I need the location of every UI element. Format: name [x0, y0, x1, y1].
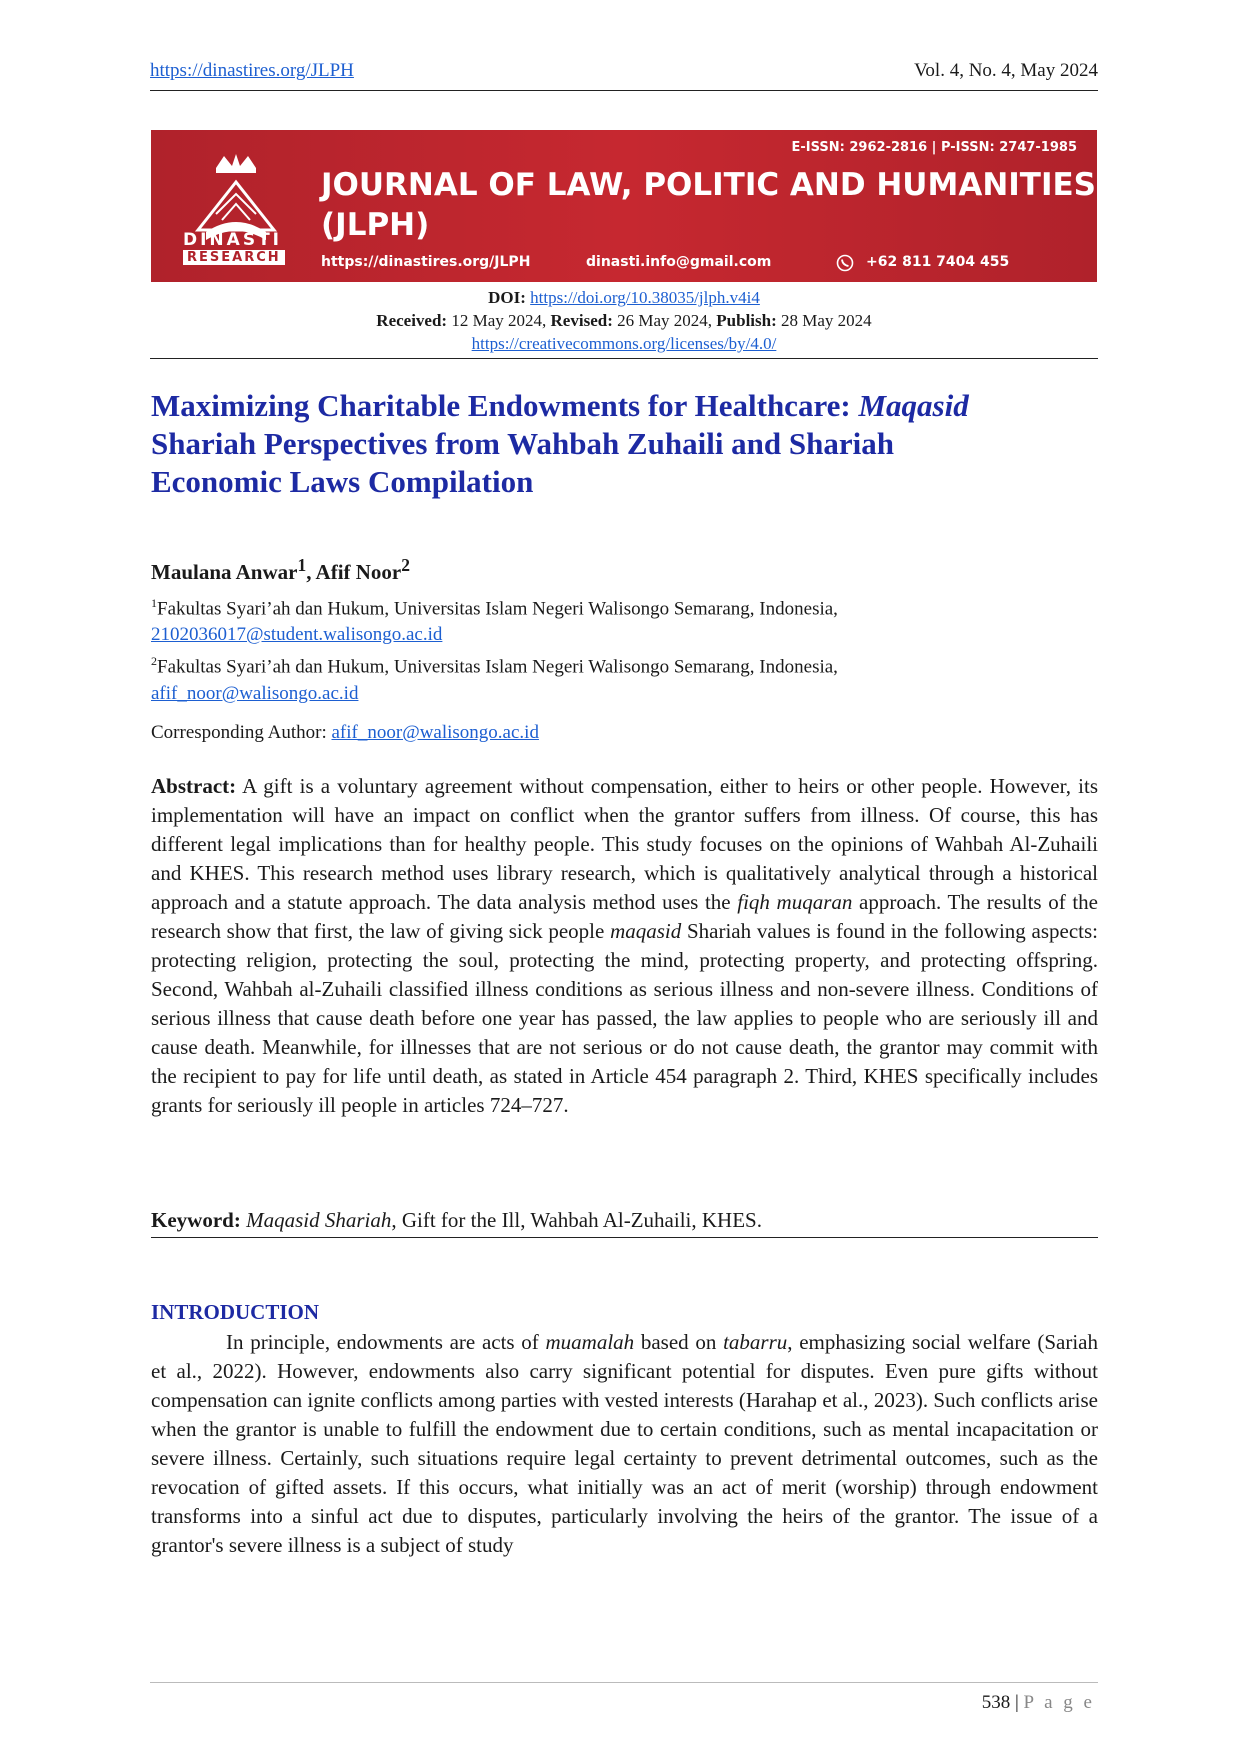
affiliations: [151, 590, 1111, 707]
corresponding-email-link[interactable]: afif_noor@walisongo.ac.id: [331, 722, 539, 743]
running-header: [150, 60, 1098, 91]
keywords-label: Keyword:: [151, 1208, 241, 1232]
affiliation-2-sup: 2: [151, 654, 157, 669]
affiliation-2-text: Fakultas Syari’ah dan Hukum, Universitas Islam Negeri Walisongo Semarang, Indonesia,: [157, 656, 838, 678]
author-2: Afif Noor: [315, 560, 402, 584]
logo-text-research: RESEARCH: [183, 250, 285, 265]
abstract-text-3: Shariah values is found in the following aspects: protecting religion, protecting the soul, protecting the mind, protecting property, and protecting offspring. Second, Wahbah al-Zuhaili classified illness conditions as serious illness and non-severe illness. Conditions of serious illness that cause death before one year has passed, the law applies to people who are seriously ill and cause death. Meanwhile, for illnesses that are not serious or do not cause death, the grantor may commit with the recipient to pay for life until death, as stated in Article 454 paragraph 2. Third, KHES specifically includes grants for seriously ill people in articles 724–727.: [151, 919, 1098, 1117]
title-part2: Shariah Perspectives from Wahbah Zuhaili and Shariah: [151, 426, 895, 461]
journal-banner: [151, 130, 1097, 282]
abstract-text-2: approach. The results of the research show that first, the law of giving sick people: [151, 890, 1098, 943]
article-meta: [150, 286, 1098, 355]
keywords: [151, 1208, 1098, 1238]
author-list: [151, 555, 410, 585]
intro-text-1: In principle, endowments are acts of: [226, 1330, 546, 1354]
page-number: [982, 1692, 1095, 1714]
affiliation-2: [151, 648, 1111, 680]
dates-line: [150, 309, 1098, 332]
journal-url-link[interactable]: https://dinastires.org/JLPH: [150, 60, 354, 81]
doi-line: [150, 286, 1098, 309]
license-link[interactable]: https://creativecommons.org/licenses/by/4.0/: [471, 334, 777, 353]
banner-phone: +62 811 7404 455: [866, 254, 1010, 270]
author-1: Maulana Anwar: [151, 560, 298, 584]
keywords-italic: Maqasid Shariah: [246, 1208, 392, 1232]
volume-info: Vol. 4, No. 4, May 2024: [914, 60, 1098, 81]
author-1-sup: 1: [297, 555, 307, 575]
logo-text-dinasti: DINASTI: [183, 230, 282, 250]
title-part3: Economic Laws Compilation: [151, 464, 534, 499]
intro-text-2: based on: [634, 1330, 724, 1354]
journal-name-line2: (JLPH): [321, 207, 430, 243]
abstract-text-1: A gift is a voluntary agreement without compensation, either to heirs or other people. However, its implementation will have an impact on conflict when the grantor suffers from illness. Of course, this has different legal implications than for healthy people. This study focuses on the opinions of Wahbah Al-Zuhaili and KHES. This research method uses library research, which is qualitatively analytical through a historical approach and a statute approach. The data analysis method uses the: [151, 774, 1098, 914]
introduction-heading: INTRODUCTION: [151, 1300, 320, 1324]
meta-divider: [150, 358, 1098, 359]
author-separator: ,: [306, 560, 316, 584]
received-label: Received:: [376, 311, 448, 330]
abstract: [151, 772, 1098, 1120]
affiliation-1: [151, 590, 1111, 622]
page-number-separator: |: [1010, 1692, 1024, 1713]
corresponding-author: [151, 722, 539, 744]
intro-italic-1: muamalah: [545, 1330, 635, 1354]
affiliation-1-sup: 1: [151, 596, 157, 610]
abstract-italic-2: maqasid: [610, 919, 682, 943]
intro-italic-2: tabarru: [723, 1330, 788, 1354]
author-2-sup: 2: [401, 555, 411, 575]
corresponding-label: Corresponding Author:: [151, 722, 332, 743]
title-italic: Maqasid: [858, 388, 969, 423]
license-line: [150, 332, 1098, 355]
revised-label: Revised:: [550, 311, 613, 330]
author-2-email-link[interactable]: afif_noor@walisongo.ac.id: [151, 682, 359, 704]
doi-link[interactable]: https://doi.org/10.38035/jlph.v4i4: [530, 288, 760, 307]
affiliation-1-text: Fakultas Syari’ah dan Hukum, Universitas Islam Negeri Walisongo Semarang, Indonesia,: [157, 598, 838, 620]
abstract-italic-1: fiqh muqaran: [737, 890, 853, 914]
publish-date: 28 May 2024: [781, 311, 872, 330]
revised-date: 26 May 2024,: [617, 311, 713, 330]
publish-label: Publish:: [716, 311, 777, 330]
introduction-paragraph: [151, 1328, 1098, 1560]
author-1-email-link[interactable]: 2102036017@student.walisongo.ac.id: [151, 624, 443, 646]
banner-website: https://dinastires.org/JLPH: [321, 254, 531, 270]
whatsapp-icon: [836, 254, 854, 273]
abstract-label: Abstract:: [151, 774, 237, 798]
issn-info: E-ISSN: 2962-2816 | P-ISSN: 2747-1985: [791, 140, 1077, 155]
page-number-value: 538: [981, 1692, 1011, 1713]
doi-label: DOI:: [488, 288, 526, 307]
footer-divider: [150, 1682, 1098, 1683]
received-date: 12 May 2024,: [451, 311, 547, 330]
journal-name: [321, 165, 1096, 245]
banner-email: dinasti.info@gmail.com: [586, 254, 772, 270]
intro-text-3: , emphasizing social welfare (Sariah et al., 2022). However, endowments also carry significant potential for disputes. Even pure gifts without compensation can ignite conflicts among parties with vested interests (Harahap et al., 2023). Such conflicts arise when the grantor is unable to fulfill the endowment due to certain conditions, such as mental incapacitation or severe illness. Certainly, such situations require legal certainty to prevent detrimental outcomes, such as the revocation of gifted assets. If this occurs, what initially was an act of merit (worship) through endowment transforms into a sinful act due to disputes, particularly involving the heirs of the grantor. The issue of a grantor's severe illness is a subject of study: [151, 1330, 1098, 1557]
page-word: P a g e: [1023, 1692, 1095, 1713]
title-part1: Maximizing Charitable Endowments for Healthcare:: [151, 388, 859, 423]
paper-title: [151, 387, 1099, 501]
keywords-text: , Gift for the Ill, Wahbah Al-Zuhaili, KHES.: [391, 1208, 762, 1232]
journal-name-line1: JOURNAL OF LAW, POLITIC AND HUMANITIES: [321, 167, 1096, 203]
